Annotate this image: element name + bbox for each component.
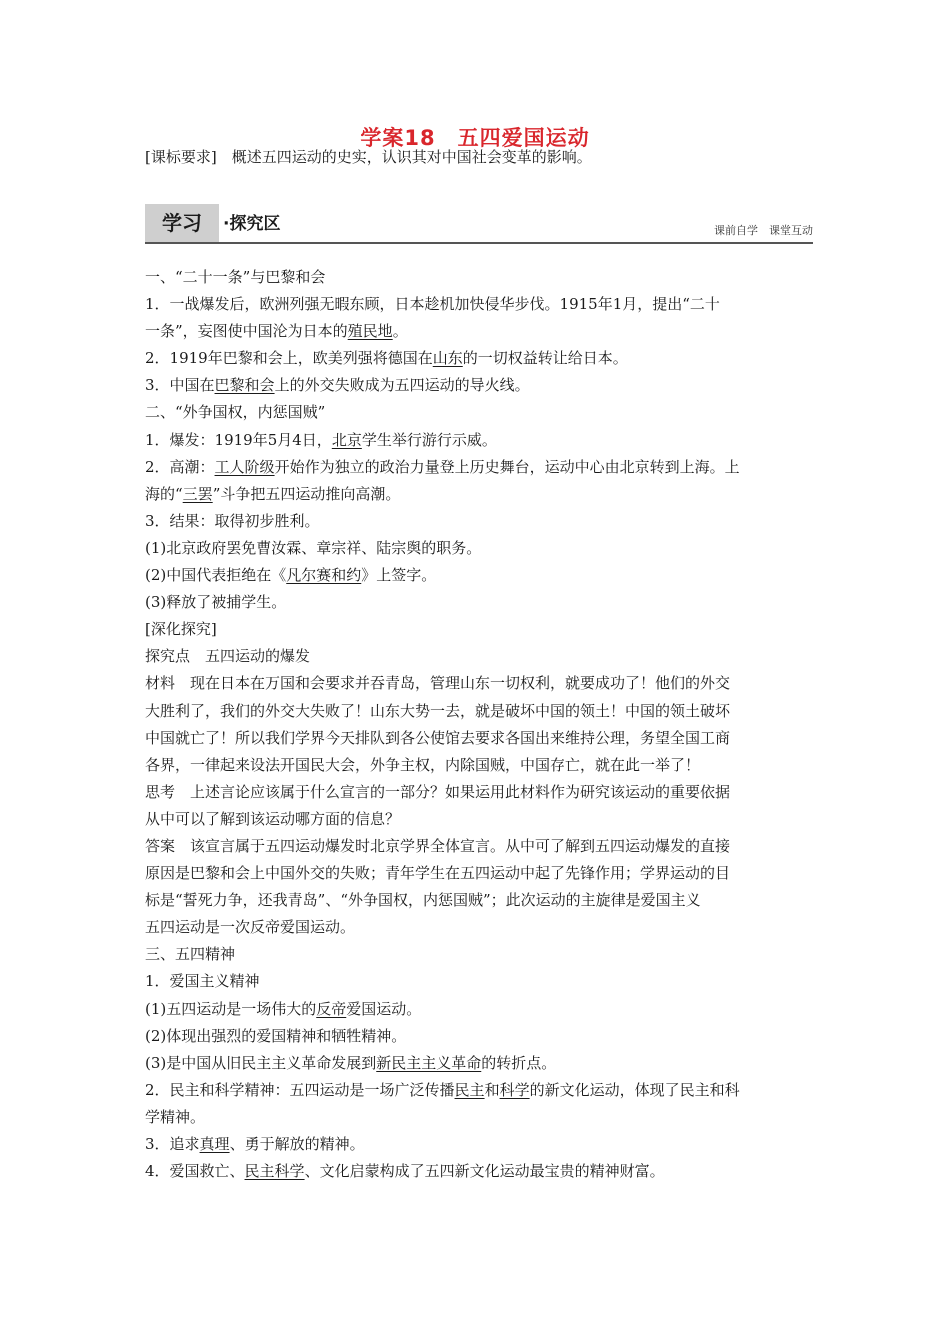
text-segment: 中国就亡了！所以我们学界今天排队到各公使馆去要求各国出来维持公理，务望全国工商 (145, 728, 731, 747)
text-line (145, 860, 815, 887)
text-segment: 的新文化运动，体现了民主和科 (529, 1080, 740, 1099)
text-segment: 海的“ (145, 484, 183, 503)
text-segment: 1．爆发：1919年5月4日， (145, 430, 332, 449)
text-line (145, 454, 815, 481)
text-segment: 、勇于解放的精神。 (229, 1135, 365, 1153)
text-segment: 二、“外争国权，内惩国贼” (145, 403, 326, 422)
banner-subtitle: ·探究区 (223, 214, 281, 234)
page-title: 学案18 五四爱国运动 (360, 126, 590, 150)
text-segment: 五四运动是一次反帝爱国运动。 (145, 918, 356, 937)
underlined-term: 民主 (454, 1080, 485, 1099)
text-line (145, 481, 815, 508)
text-segment: 原因是巴黎和会上中国外交的失败；青年学生在五四运动中起了先锋作用；学界运动的目 (145, 864, 731, 883)
text-segment: (1)五四运动是一场伟大的 (145, 999, 317, 1018)
underlined-term: 三罢 (182, 484, 213, 503)
text-line (145, 372, 815, 399)
underlined-term: 山东 (432, 349, 463, 368)
text-segment: ”斗争把五四运动推向高潮。 (212, 484, 401, 503)
text-line (145, 643, 815, 670)
text-segment: 和 (484, 1080, 500, 1099)
underlined-term: 北京 (331, 430, 362, 449)
underlined-term: 新民主主义革命 (376, 1053, 482, 1072)
text-segment: (3)释放了被捕学生。 (145, 593, 287, 612)
underlined-term: 真理 (199, 1135, 230, 1153)
text-segment: (1)北京政府罢免曹汝霖、章宗祥、陆宗舆的职务。 (145, 538, 482, 557)
text-line (145, 616, 815, 643)
text-segment: 4．爱国救亡、 (145, 1162, 245, 1181)
text-segment: 3．追求 (145, 1135, 200, 1153)
text-segment: 学精神。 (145, 1107, 206, 1126)
text-segment: (3)是中国从旧民主主义革命发展到 (145, 1053, 377, 1072)
text-line (145, 1023, 815, 1050)
text-segment: 学生举行游行示威。 (361, 430, 497, 449)
underlined-term: 巴黎和会 (214, 376, 275, 395)
text-line (145, 291, 815, 318)
text-segment: 的转折点。 (481, 1053, 557, 1072)
text-segment: 、文化启蒙构成了五四新文化运动最宝贵的精神财富。 (304, 1162, 665, 1181)
text-segment: 2．民主和科学精神：五四运动是一场广泛传播 (145, 1080, 455, 1099)
section-banner (145, 204, 813, 244)
text-line (145, 833, 815, 860)
text-segment: 爱国运动。 (346, 999, 422, 1018)
text-line (145, 1077, 815, 1104)
text-segment: 思考 上述言论应该属于什么宣言的一部分？如果运用此材料作为研究该运动的重要依据 (145, 782, 731, 801)
banner-right-label: 课前自学 课堂互动 (714, 224, 813, 237)
text-line (145, 914, 815, 941)
text-line (145, 996, 815, 1023)
text-line (145, 968, 815, 995)
text-segment: (2)体现出强烈的爱国精神和牺牲精神。 (145, 1026, 407, 1045)
underlined-term: 科学 (499, 1080, 530, 1099)
underlined-term: 凡尔赛和约 (286, 566, 362, 585)
text-line (145, 887, 815, 914)
text-segment: 2．1919年巴黎和会上，欧美列强将德国在 (145, 349, 433, 368)
text-line (145, 806, 815, 833)
text-line (145, 589, 815, 616)
text-segment: 。 (392, 322, 408, 341)
underlined-term: 殖民地 (347, 322, 393, 341)
text-line (145, 698, 815, 725)
text-segment: 标是“誓死力争，还我青岛”、“外争国权，内惩国贼”；此次运动的主旋律是爱国主义 (145, 891, 701, 910)
underlined-term: 反帝 (316, 999, 347, 1018)
underlined-term: 工人阶级 (214, 457, 275, 476)
text-segment: 》上签字。 (361, 566, 437, 585)
text-segment: 上的外交失败成为五四运动的导火线。 (274, 376, 530, 395)
text-line (145, 427, 815, 454)
text-line (145, 1104, 815, 1131)
text-line (145, 670, 815, 697)
text-segment: 探究点 五四运动的爆发 (145, 647, 311, 666)
text-line (145, 345, 815, 372)
banner-tag: 学习 (145, 204, 219, 242)
text-segment: 各界，一律起来设法开国民大会，外争主权，内除国贼，中国存亡，就在此一举了！ (145, 755, 701, 774)
text-line (145, 562, 815, 589)
text-line (145, 399, 815, 426)
text-line (145, 508, 815, 535)
text-line (145, 1158, 815, 1185)
curriculum-requirement: [课标要求] 概述五四运动的史实，认识其对中国社会变革的影响。 (145, 148, 592, 166)
text-segment: 答案 该宣言属于五四运动爆发时北京学界全体宣言。从中可了解到五四运动爆发的直接 (145, 836, 731, 855)
text-segment: 一条”，妄图使中国沦为日本的 (145, 322, 348, 341)
text-segment: 3．结果：取得初步胜利。 (145, 511, 320, 530)
text-segment: 三、五四精神 (145, 945, 236, 964)
text-line (145, 535, 815, 562)
text-segment: 材料 现在日本在万国和会要求并吞青岛，管理山东一切权利，就要成功了！他们的外交 (145, 674, 731, 693)
text-segment: 的一切权益转让给日本。 (462, 349, 628, 368)
text-segment: 2．高潮： (145, 457, 215, 476)
text-segment: 大胜利了，我们的外交大失败了！山东大势一去，就是破坏中国的领土！中国的领土破坏 (145, 701, 731, 720)
text-segment: 3．中国在 (145, 376, 215, 395)
text-line (145, 725, 815, 752)
text-segment: 一、“二十一条”与巴黎和会 (145, 268, 326, 286)
text-line (145, 264, 815, 291)
text-line (145, 318, 815, 345)
text-segment: 1．爱国主义精神 (145, 972, 260, 991)
document-body (145, 264, 815, 1185)
text-segment: [深化探究] (145, 620, 217, 639)
underlined-term: 民主科学 (244, 1162, 305, 1181)
text-line (145, 1131, 815, 1158)
text-line (145, 1050, 815, 1077)
text-segment: 从中可以了解到该运动哪方面的信息？ (145, 809, 401, 828)
text-segment: 1．一战爆发后，欧洲列强无暇东顾，日本趁机加快侵华步伐。1915年1月，提出“二十 (145, 295, 720, 314)
text-line (145, 779, 815, 806)
text-segment: (2)中国代表拒绝在《 (145, 566, 287, 585)
text-line (145, 752, 815, 779)
text-line (145, 941, 815, 968)
text-segment: 开始作为独立的政治力量登上历史舞台，运动中心由北京转到上海。上 (274, 457, 740, 476)
